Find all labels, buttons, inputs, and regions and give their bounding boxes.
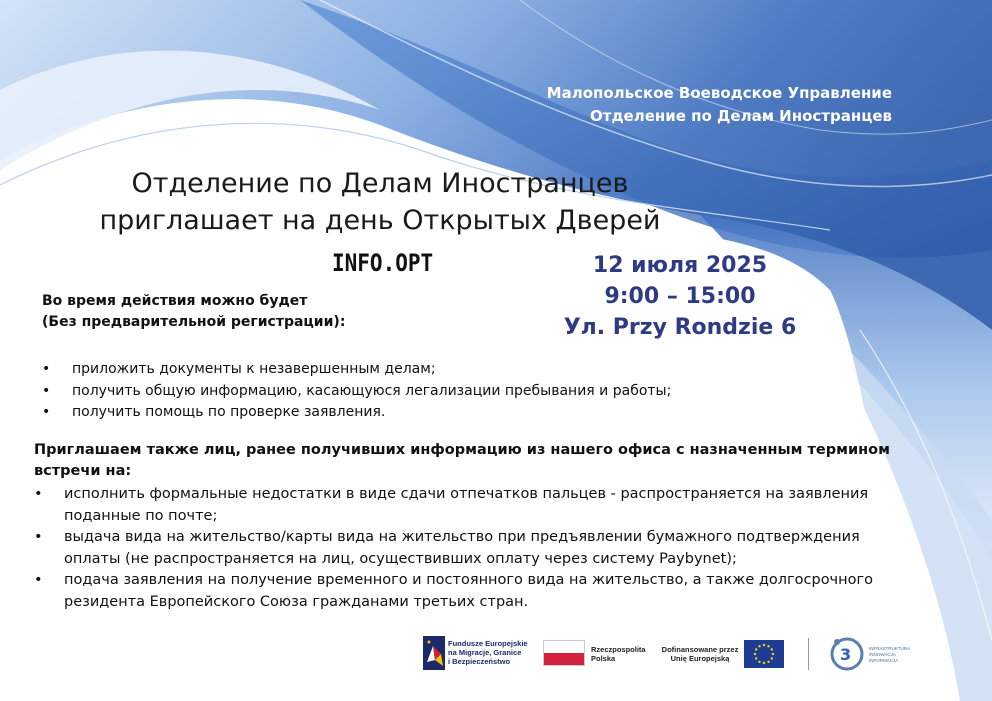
rzeczpospolita-line-1: Rzeczpospolita (591, 645, 646, 654)
intro-line-1: Во время действия можно будет (42, 293, 308, 309)
list-item-text: получить общую информацию, касающуюся легализации пребывания и работы; (72, 382, 672, 399)
i3-line-2: INNOWACJA (869, 652, 896, 657)
infrastructure-innovation-text (869, 646, 910, 664)
eu-funding-line-2: Unię Europejską (670, 654, 730, 663)
european-funds-line-1: Fundusze Europejskie (448, 639, 528, 648)
appointment-list (34, 484, 914, 613)
headline (90, 165, 670, 239)
services-list (42, 359, 671, 424)
european-funds-logo-icon (423, 636, 445, 670)
event-details (560, 250, 800, 343)
list-item (34, 484, 914, 527)
european-funds-text (448, 639, 528, 666)
list-item-text: подача заявления на получение временного и постоянного вида на жительство, а также долгосрочного резидента Европейского Союза гражданами третьих стран. (64, 572, 873, 610)
intro-line-2: (Без предварительной регистрации): (42, 314, 346, 330)
list-item-text: приложить документы к незавершенным делам; (72, 361, 436, 377)
event-address: Ул. Przy Rondzie 6 (563, 315, 797, 340)
list-item (42, 381, 671, 403)
brand-info-opt: INFO.OPT (332, 249, 434, 277)
funding-logos-bar (405, 624, 911, 686)
i3-line-3: INFORMACJA (869, 658, 899, 663)
list-item-text: получить помощь по проверке заявления. (72, 404, 386, 420)
organization-header (547, 82, 892, 128)
eu-funding-line-1: Dofinansowane przez (661, 645, 739, 654)
bullet: • (34, 572, 43, 588)
logo-separator (808, 638, 809, 670)
european-funds-line-3: i Bezpieczeństwo (448, 657, 511, 666)
list-item (34, 527, 914, 570)
department-name: Отделение по Делам Иностранцев (590, 107, 892, 125)
rzeczpospolita-text (591, 645, 646, 663)
european-funds-line-2: na Migracje, Granice (448, 648, 522, 657)
bullet: • (42, 404, 51, 420)
bullet: • (34, 529, 43, 545)
eu-funding-text (660, 645, 740, 663)
rzeczpospolita-line-2: Polska (591, 654, 616, 663)
svg-text:3: 3 (840, 645, 852, 664)
bullet: • (34, 486, 43, 502)
list-item-text: исполнить формальные недостатки в виде сдачи отпечатков пальцев - распространяется на заявления поданные по почте; (64, 486, 869, 524)
event-date: 12 июля 2025 (592, 253, 768, 278)
list-item-text: выдача вида на жительство/карты вида на жительство при предъявлении бумажного подтверждения оплаты (не распространяется на лиц, осуществивших оплату через систему Paybynet); (64, 529, 860, 567)
list-item (42, 402, 671, 424)
intro-text (42, 291, 345, 333)
list-item (34, 570, 914, 613)
headline-line-1: Отделение по Делам Иностранцев (131, 168, 629, 199)
organization-name: Малопольское Воеводское Управление (546, 84, 892, 102)
event-time: 9:00 – 15:00 (604, 284, 756, 309)
invitation-section-title: Приглашаем также лиц, ранее получивших информацию из нашего офиса с назначенным термином встречи на: (34, 442, 890, 479)
infrastructure-innovation-logo-icon (829, 636, 867, 672)
bullet: • (42, 382, 51, 399)
list-item (42, 359, 671, 381)
eu-flag-icon (744, 640, 784, 668)
headline-line-2: приглашает на день Открытых Дверей (99, 205, 661, 236)
i3-line-1: INFRASTRUKTURA (869, 646, 911, 651)
bullet: • (42, 361, 51, 377)
polish-flag-icon (543, 640, 585, 666)
